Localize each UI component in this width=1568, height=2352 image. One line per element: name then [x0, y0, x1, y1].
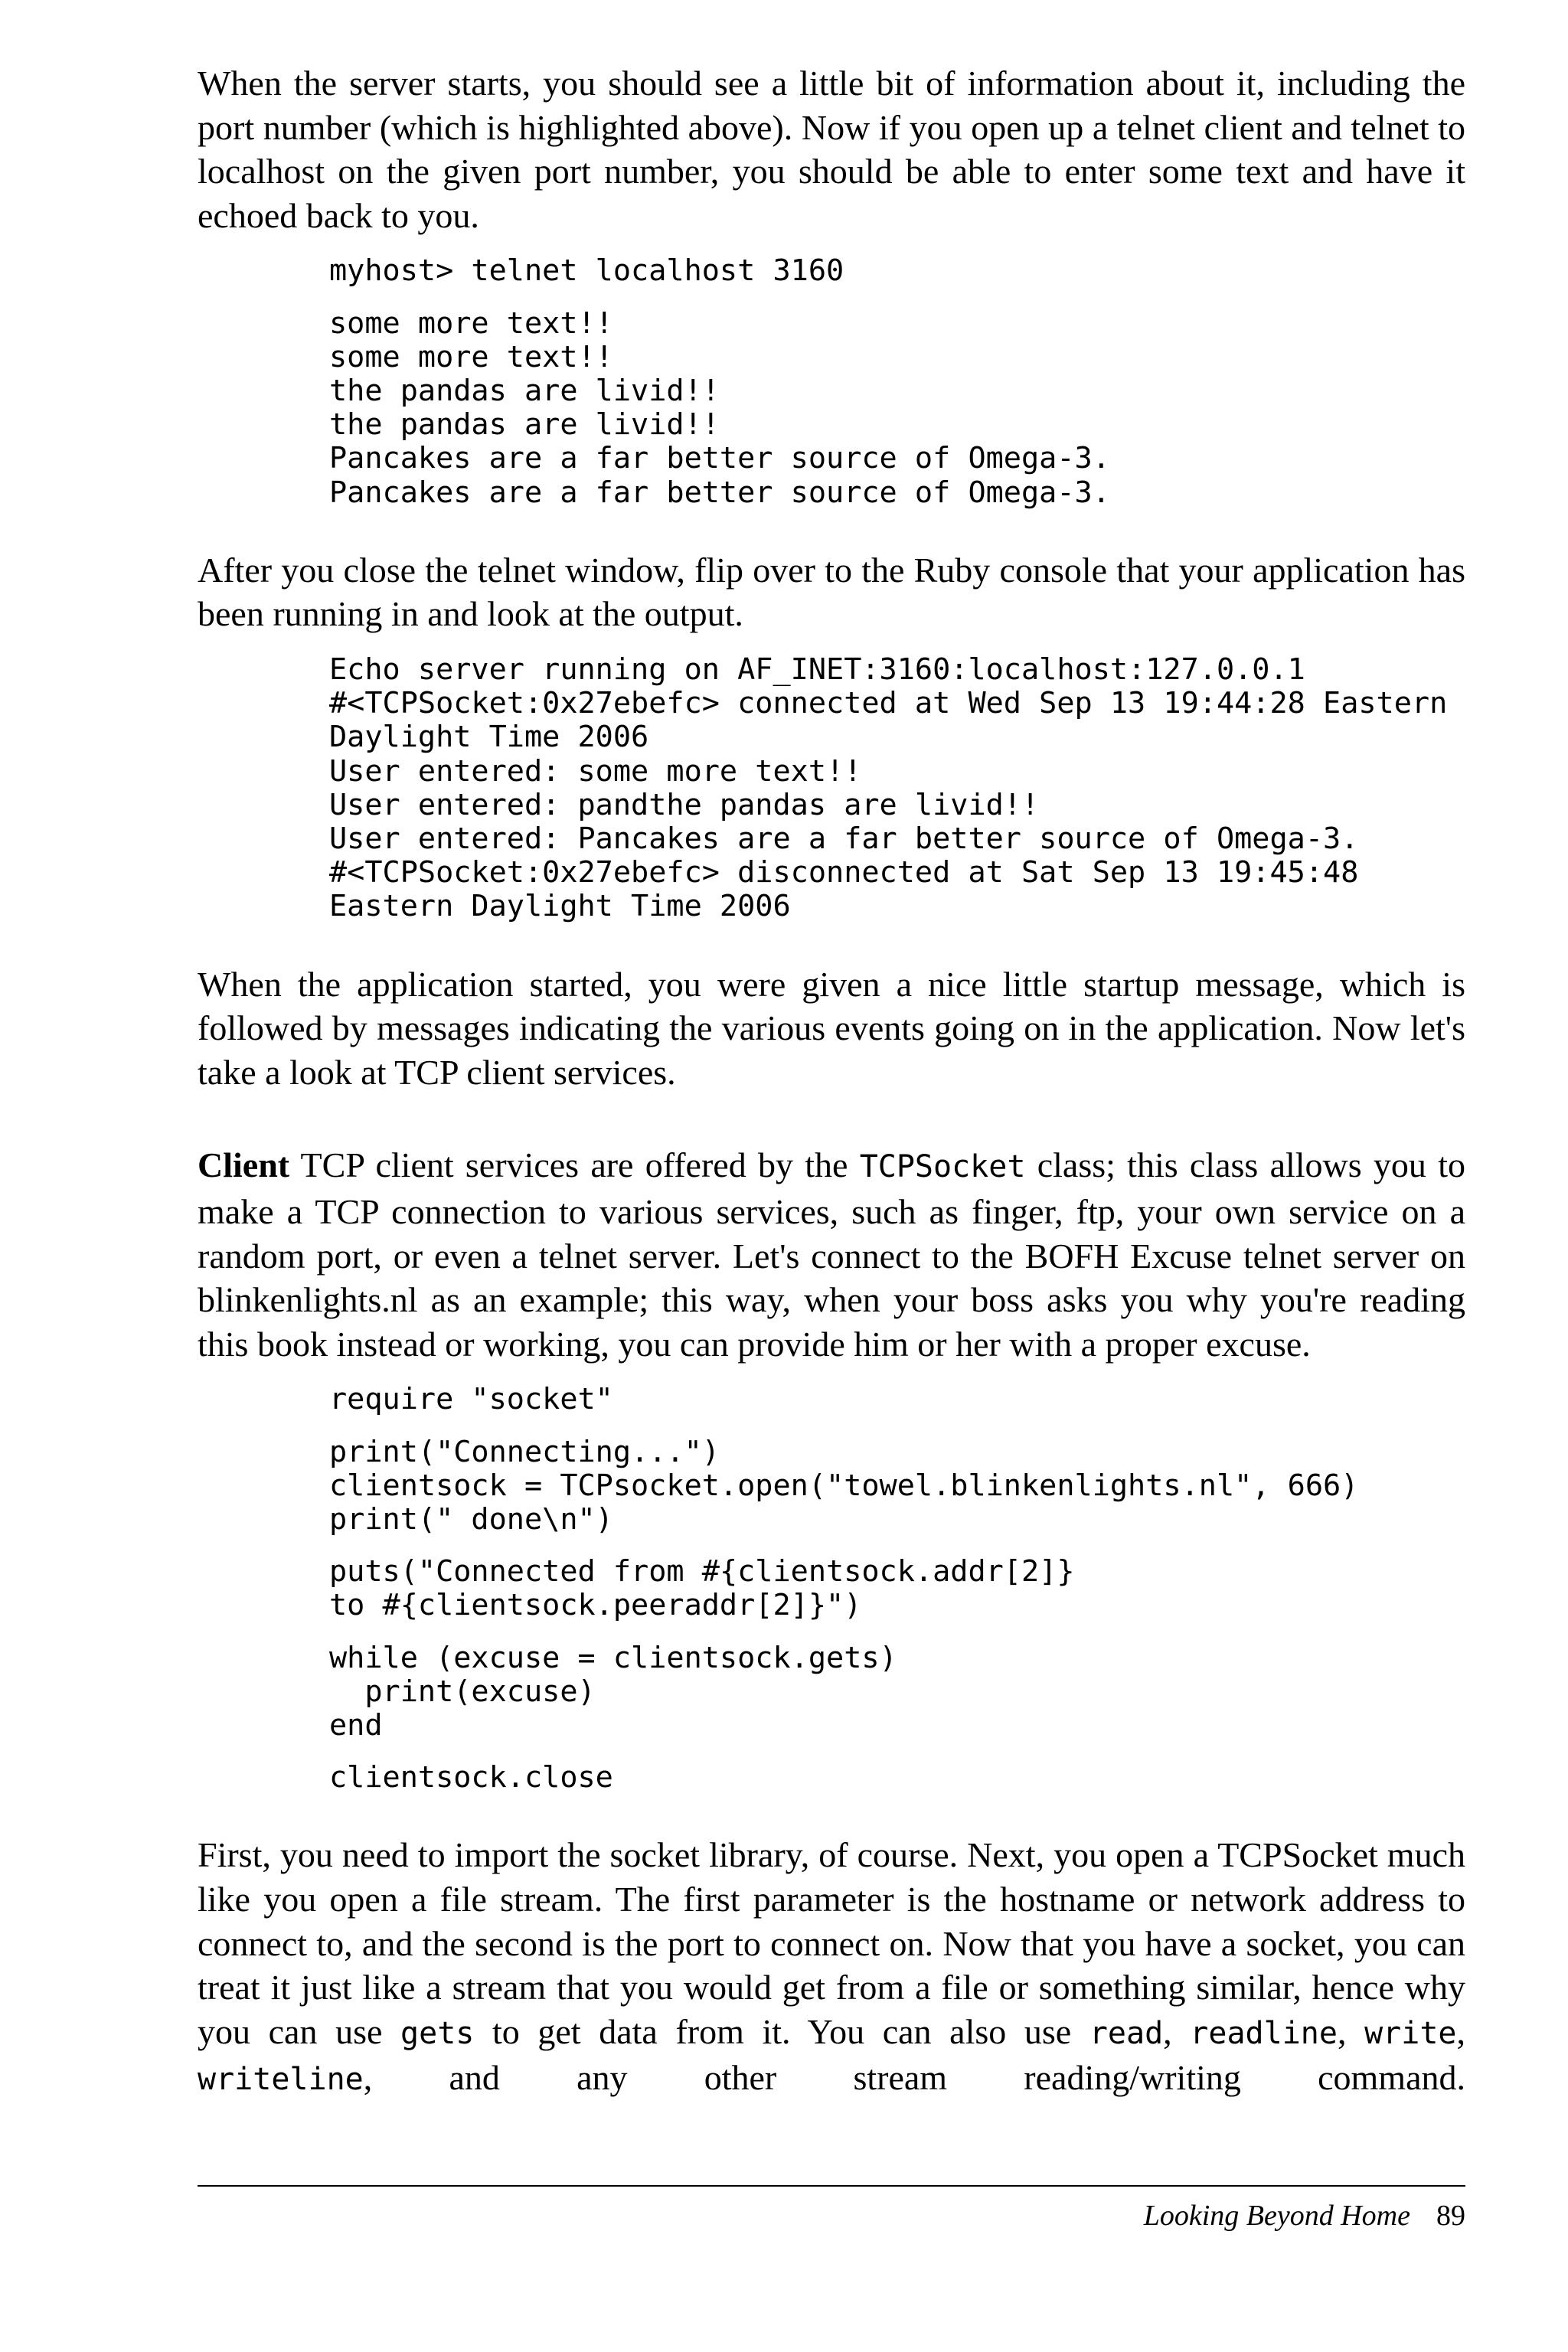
code-client-require: require "socket" [329, 1382, 613, 1417]
socket-text-a: First, you need to import the socket library, of course. Next, you open a TCPSocket much like you open a file stream. The first parameter is the hostname or network address to connect to, and the second is the port to connect on. Now that you have a socket, you can treat it just like a stream that you would get from a file or something similar, hence why you can use [198, 1835, 1465, 2051]
code-server-output: Echo server running on AF_INET:3160:localhost:127.0.0.1 #<TCPSocket:0x27ebefc> connected at Wed Sep 13 19:44:28 Eastern Daylight Time 2006 User entered: some more text!! User entered: pandthe pandas are livid!! User entered: Pancakes are a far better source of Omega-3. #<TCPSocket:0x27ebefc> disconnected at Sat Sep 13 19:45:48 Eastern Daylight Time 2006 [329, 652, 1448, 924]
page-number: 89 [1436, 2200, 1465, 2232]
paragraph-server-start: When the server starts, you should see a little bit of information about it, including the port number (which is highlighted above). Now if you open up a telnet client and telnet to localhost on the given port number, you should be able to enter some text and have it echoed back to you. [198, 64, 1465, 235]
paragraph-client-services [198, 1143, 1465, 1366]
paragraph-socket-explanation [198, 1833, 1465, 2102]
socket-sep-2: , [1337, 2011, 1365, 2051]
paragraph-ruby-console: After you close the telnet window, flip over to the Ruby console that your application has been running in and look at the output. [198, 550, 1465, 634]
page-footer [1144, 2197, 1465, 2234]
inline-code-gets: gets [400, 2015, 475, 2051]
code-client-loop: while (excuse = clientsock.gets) print(excuse) end [329, 1640, 897, 1743]
code-telnet-command: myhost> telnet localhost 3160 [329, 253, 844, 289]
client-text-b: class; this class allows you to make a TCP connection to various services, such as finger, ftp, your own service on a random port, or even a telnet server. Let's connect to the BOFH Excuse telnet server on blinkenlights.nl as an example; this way, when your boss asks you why you're reading this book instead or working, you can provide him or her with a proper excuse. [198, 1145, 1465, 1364]
client-text-a: TCP client services are offered by the [289, 1145, 860, 1185]
code-telnet-session: some more text!! some more text!! the pandas are livid!! the pandas are livid!! Pancakes are a far better source of Omega-3. Pancakes are a far better source of Omega-3. [329, 305, 1110, 510]
inline-code-writeline: writeline [198, 2062, 364, 2098]
footer-title: Looking Beyond Home [1143, 2200, 1410, 2232]
socket-text-c: , and any other stream reading/writing command. [363, 2058, 1465, 2098]
socket-sep-1: , [1163, 2011, 1191, 2051]
code-client-close: clientsock.close [329, 1760, 613, 1795]
inline-code-readline: readline [1190, 2015, 1338, 2051]
inline-code-read: read [1089, 2015, 1164, 2051]
code-client-connect: print("Connecting...") clientsock = TCPsocket.open("towel.blinkenlights.nl", 666) print(" done\n") [329, 1434, 1359, 1537]
socket-text-b: to get data from it. You can also use [474, 2011, 1089, 2051]
page-content [198, 61, 1465, 2102]
inline-code-tcpsocket: TCPSocket [859, 1149, 1026, 1185]
socket-sep-3: , [1456, 2011, 1465, 2051]
code-client-puts: puts("Connected from #{clientsock.addr[2]} to #{clientsock.peeraddr[2]}") [329, 1554, 1075, 1623]
inline-code-write: write [1364, 2015, 1457, 2051]
paragraph-startup-message: When the application started, you were given a nice little startup message, which is followed by messages indicating the various events going on in the application. Now let's take a look at TCP client services. [198, 964, 1465, 1092]
client-heading: Client [198, 1145, 290, 1185]
footer-rule [198, 2185, 1465, 2187]
